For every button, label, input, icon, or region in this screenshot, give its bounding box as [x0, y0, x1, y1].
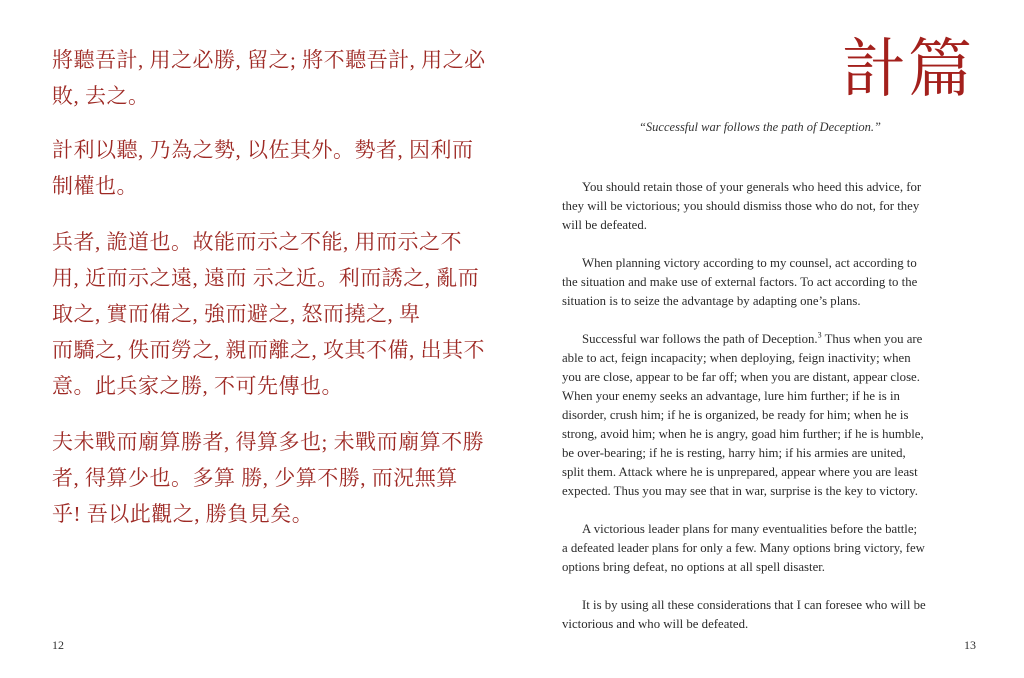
text-line: 意。此兵家之勝, 不可先傳也。	[52, 374, 343, 398]
text-line: 兵者, 詭道也。故能而示之不能, 用而示之不	[52, 230, 462, 254]
epigraph: “Successful war follows the path of Deception.”	[638, 120, 881, 134]
text-line: be over-bearing; if he is resting, harry him; if his armies are united,	[562, 446, 906, 460]
text-line: 敗, 去之。	[52, 84, 150, 108]
text-line: victorious and who will be defeated.	[562, 617, 749, 631]
page-number-right: 13	[964, 638, 976, 652]
text-line: disorder, crush him; if he is organized, be ready for him; when he is	[562, 408, 909, 422]
text-line: 乎! 吾以此觀之, 勝負見矣。	[52, 502, 314, 526]
text-line: 制權也。	[52, 174, 138, 198]
text-line: 取之, 實而備之, 強而避之, 怒而撓之, 卑	[52, 302, 421, 326]
chinese-paragraph-2	[52, 132, 472, 204]
text-line: 而驕之, 佚而勞之, 親而離之, 攻其不備, 出其不	[52, 338, 485, 362]
english-paragraph-2	[562, 254, 972, 311]
text-line: expected. Thus you may see that in war, surprise is the key to victory.	[562, 484, 918, 498]
text-line: It is by using all these considerations that I can foresee who will be	[582, 598, 926, 612]
english-paragraph-5	[562, 596, 972, 634]
text-line: able to act, feign incapacity; when deploying, feign inactivity; when	[562, 351, 911, 365]
text-line: 用, 近而示之遠, 遠而 示之近。利而誘之, 亂而	[52, 266, 480, 290]
english-paragraph-4	[562, 520, 972, 577]
text-line: 者, 得算少也。多算 勝, 少算不勝, 而況無算	[52, 466, 458, 490]
text-line: When planning victory according to my counsel, act according to	[582, 256, 917, 270]
text-line: they will be victorious; you should dismiss those who do not, for they	[562, 199, 920, 213]
text-line: you are close, appear to be far off; when you are distant, appear close.	[562, 370, 920, 384]
text-line: When your enemy seeks an advantage, lure him further; if he is in	[562, 389, 900, 403]
chapter-title: 計篇	[842, 33, 974, 107]
footnote-marker: 3	[817, 330, 822, 340]
chinese-paragraph-3	[52, 224, 485, 404]
english-paragraph-1	[562, 178, 972, 235]
chinese-paragraph-1	[52, 42, 486, 114]
english-paragraph-3	[562, 330, 972, 501]
text-line	[562, 330, 972, 349]
text-line: 計利以聽, 乃為之勢, 以佐其外。勢者, 因利而	[52, 138, 474, 162]
sentence: Successful war follows the path of Deception.	[582, 332, 818, 346]
chinese-paragraph-4	[52, 424, 485, 532]
text-line: A victorious leader plans for many eventualities before the battle;	[582, 522, 918, 536]
text-line: a defeated leader plans for only a few. Many options bring victory, few	[562, 541, 925, 555]
text-line: strong, avoid him; when he is angry, goad him further; if he is humble,	[562, 427, 924, 441]
text-line: You should retain those of your generals who heed this advice, for	[582, 180, 922, 194]
page-number-left: 12	[52, 638, 64, 652]
sentence: Thus when you are	[821, 332, 923, 346]
text-line: situation is to seize the advantage by adapting one’s plans.	[562, 294, 861, 308]
text-line: 將聽吾計, 用之必勝, 留之; 將不聽吾計, 用之必	[52, 48, 486, 72]
text-line: 夫未戰而廟算勝者, 得算多也; 未戰而廟算不勝	[52, 430, 485, 454]
text-line: split them. Attack where he is unprepared, appear where you are least	[562, 465, 918, 479]
text-line: options bring defeat, no options at all spell disaster.	[562, 560, 826, 574]
text-line: will be defeated.	[562, 218, 647, 232]
text-line: the situation and make use of external factors. To act according to the	[562, 275, 918, 289]
